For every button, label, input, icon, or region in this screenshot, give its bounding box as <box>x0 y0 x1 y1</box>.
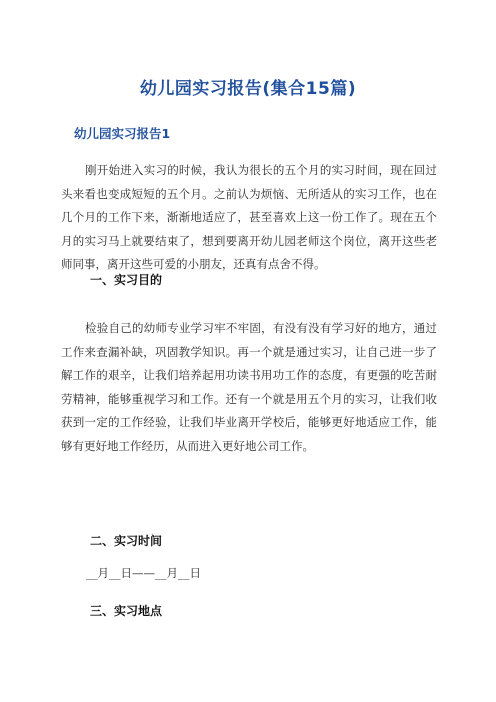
purpose-paragraph: 检验自己的幼师专业学习牢不牢固，有没有没有学习好的地方，通过工作来查漏补缺，巩固教学知识。再一个就是通过实习，让自己进一步了解工作的艰辛，让我们培养起用功读书用功工作的态度，有更强的吃苦耐劳精神，能够重视学习和工作。还有一个就是用五个月的实习，让我们收获到一定的工作经验，让我们毕业离开学校后，能够更好地适应工作，能够有更好地工作经历，从而进入更好地公司工作。 <box>61 321 437 453</box>
intro-paragraph: 刚开始进入实习的时候，我认为很长的五个月的实习时间，现在回过头来看也变成短短的五个月。之前认为烦恼、无所适从的实习工作，也在几个月的工作下来，渐渐地适应了，甚至喜欢上这一份工作了。现在五个月的实习马上就要结束了，想到要离开幼儿园老师这个岗位，离开这些老师同事，离开这些可爱的小朋友，还真有点舍不得。 <box>61 163 437 271</box>
heading-location: 三、实习地点 <box>90 604 163 618</box>
document-title: 幼儿园实习报告(集合15篇) <box>139 79 357 99</box>
section-title: 幼儿园实习报告1 <box>74 126 171 141</box>
heading-time: 二、实习时间 <box>90 534 163 548</box>
heading-purpose: 一、实习目的 <box>90 273 163 287</box>
date-range: __月__日——__月__日 <box>86 566 201 580</box>
